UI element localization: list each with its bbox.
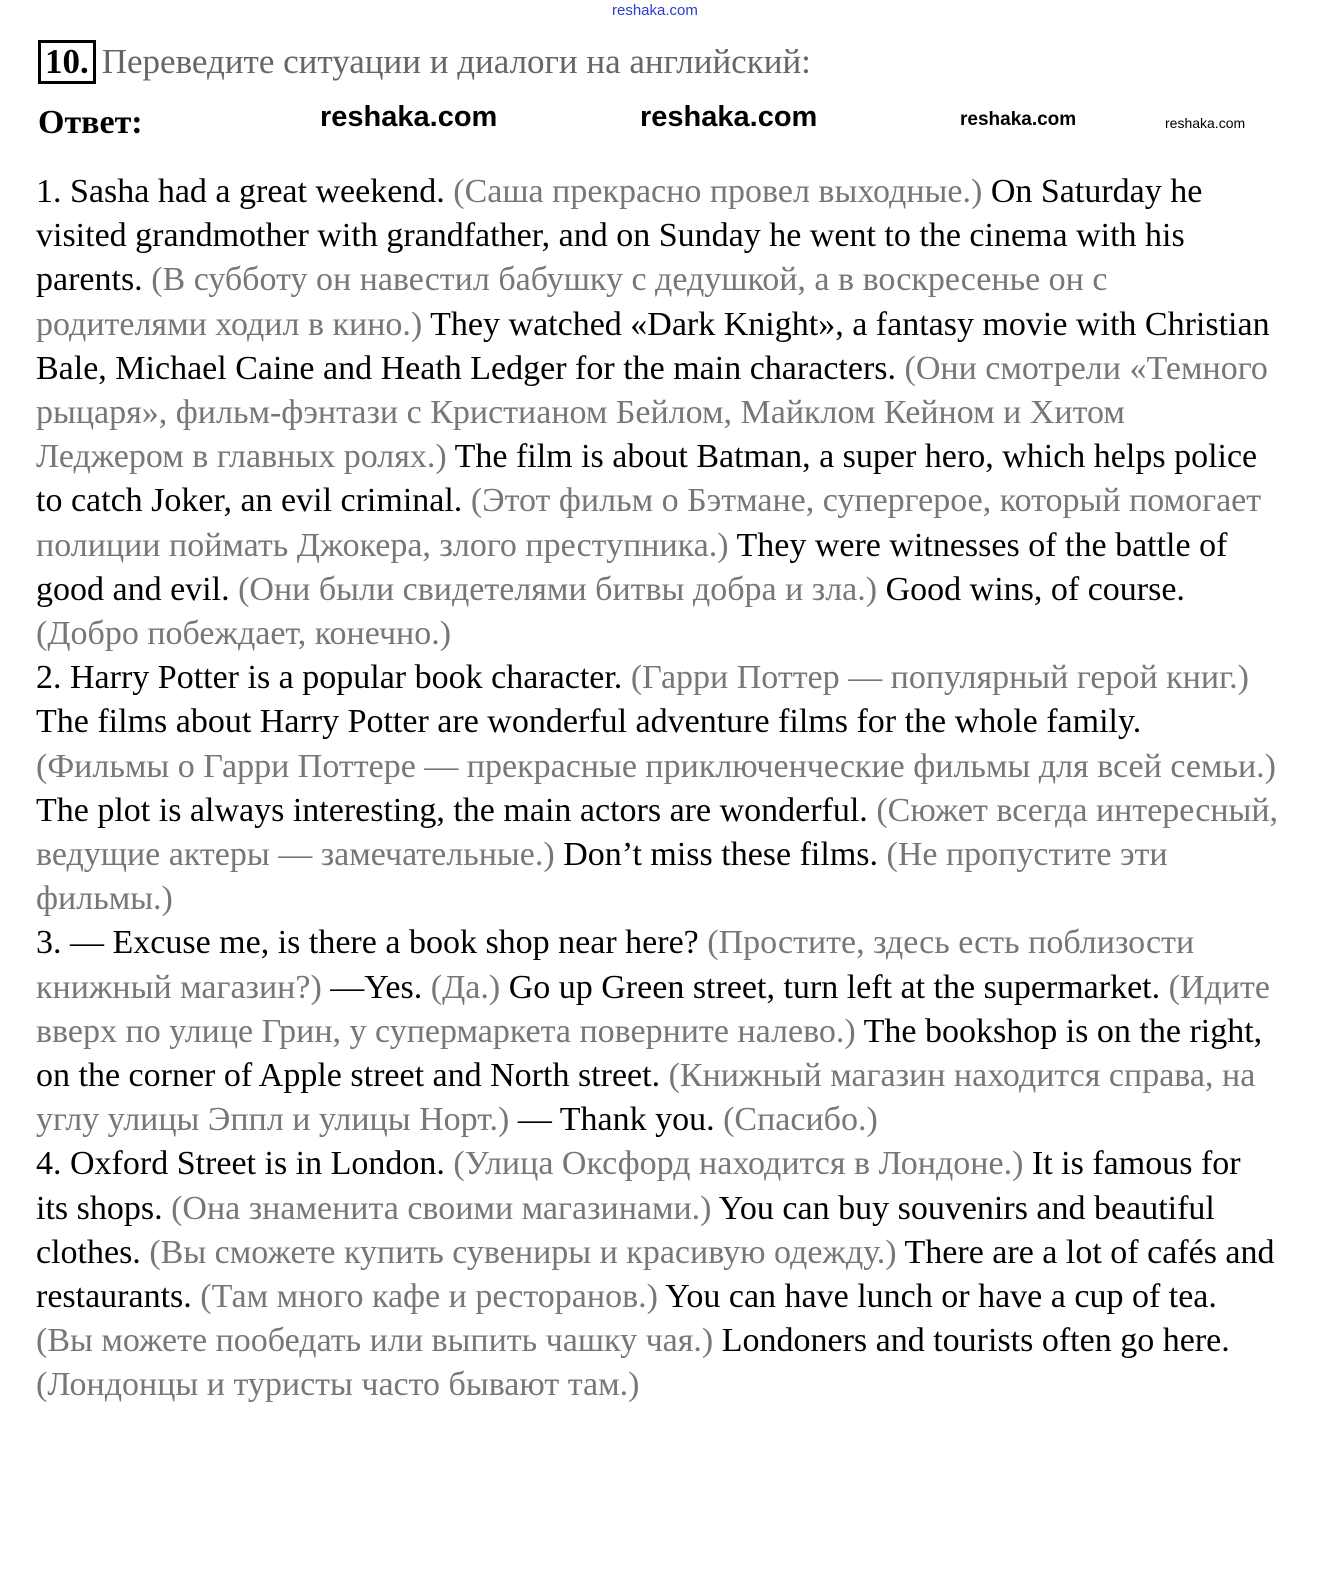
answer-item xyxy=(36,921,1281,1142)
russian-translation: (Улица Оксфорд находится в Лондоне.) xyxy=(453,1145,1024,1183)
russian-translation: (Спасибо.) xyxy=(723,1101,878,1139)
english-sentence: The films about Harry Potter are wonderful adventure films for the whole family. xyxy=(36,703,1142,741)
english-sentence: 1. Sasha had a great weekend. xyxy=(36,173,445,210)
english-sentence: There are a lot of cafés and restaurants. xyxy=(36,1233,1275,1316)
russian-translation: (Они смотрели «Темного рыцаря», фильм-фэнтази с Кристианом Бейлом, Майклом Кейном и Хитом Леджером в главных ролях.) xyxy=(36,349,1268,476)
english-sentence: 3. — Excuse me, is there a book shop near here? xyxy=(36,924,699,962)
english-sentence: Go up Green street, turn left at the supermarket. xyxy=(508,968,1161,1006)
english-sentence: The plot is always interesting, the main actors are wonderful. xyxy=(36,791,868,829)
english-sentence: You can buy souvenirs and beautiful clothes. xyxy=(36,1189,1215,1271)
task-header xyxy=(38,40,811,84)
russian-translation: (Она знаменита своими магазинами.) xyxy=(171,1189,712,1227)
top-watermark: reshaka.com xyxy=(612,2,698,19)
russian-translation: (Саша прекрасно провел выходные.) xyxy=(453,173,983,210)
watermark: reshaka.com xyxy=(320,101,498,133)
task-number: 10. xyxy=(38,40,96,84)
english-sentence: —Yes. xyxy=(330,968,423,1006)
russian-translation: (Вы сможете купить сувениры и красивую одежду.) xyxy=(149,1233,897,1271)
english-sentence: They watched «Dark Knight», a fantasy movie with Christian Bale, Michael Caine and Heath Ledger for the main characters. xyxy=(36,305,1270,387)
russian-translation: (В субботу он навестил бабушку с дедушкой, а в воскресенье он с родителями ходил в кино.) xyxy=(36,261,1108,343)
task-instruction: Переведите ситуации и диалоги на английский: xyxy=(101,42,811,81)
russian-translation: (Вы можете пообедать или выпить чашку чая.) xyxy=(36,1322,714,1360)
english-sentence: You can have lunch or have a cup of tea. xyxy=(665,1278,1217,1316)
russian-translation: (Там много кафе и ресторанов.) xyxy=(200,1278,658,1316)
answer-item xyxy=(36,656,1281,921)
russian-translation: (Книжный магазин находится справа, на углу улицы Эппл и улицы Норт.) xyxy=(36,1057,1256,1139)
english-sentence: The film is about Batman, a super hero, which helps police to catch Joker, an evil criminal. xyxy=(36,438,1258,520)
english-sentence: The bookshop is on the right, on the corner of Apple street and North street. xyxy=(36,1012,1263,1095)
russian-translation: (Не пропустите эти фильмы.) xyxy=(36,836,1168,918)
answer-item xyxy=(36,170,1281,656)
russian-translation: (Фильмы о Гарри Поттере — прекрасные приключенческие фильмы для всей семьи.) xyxy=(36,747,1276,785)
russian-translation: (Добро побеждает, конечно.) xyxy=(36,615,452,653)
watermark: reshaka.com xyxy=(640,101,818,133)
watermark: reshaka.com xyxy=(1165,115,1246,131)
russian-translation: (Простите, здесь есть поблизости книжный магазин?) xyxy=(36,924,1195,1006)
english-sentence: On Saturday he visited grandmother with grandfather, and on Sunday he went to the cinema with his parents. xyxy=(36,173,1203,299)
russian-translation: (Идите вверх по улице Грин, у супермаркета поверните налево.) xyxy=(36,968,1270,1050)
russian-translation: (Лондонцы и туристы часто бывают там.) xyxy=(36,1366,640,1404)
russian-translation: (Они были свидетелями битвы добра и зла.) xyxy=(238,570,878,608)
english-sentence: Londoners and tourists often go here. xyxy=(721,1322,1230,1360)
answer-text xyxy=(36,170,1281,1408)
english-sentence: 2. Harry Potter is a popular book character. xyxy=(36,659,623,697)
english-sentence: It is famous for its shops. xyxy=(36,1145,1241,1227)
russian-translation: (Этот фильм о Бэтмане, супергерое, который помогает полиции поймать Джокера, злого преступника.) xyxy=(36,482,1262,564)
answer-item xyxy=(36,1142,1281,1407)
english-sentence: 4. Oxford Street is in London. xyxy=(36,1145,445,1183)
russian-translation: (Да.) xyxy=(430,968,501,1006)
answer-label: Ответ: xyxy=(38,104,143,141)
english-sentence: They were witnesses of the battle of good and evil. xyxy=(36,526,1228,608)
russian-translation: (Гарри Поттер — популярный герой книг.) xyxy=(630,659,1250,697)
russian-translation: (Сюжет всегда интересный, ведущие актеры — замечательные.) xyxy=(36,791,1279,874)
watermark: reshaka.com xyxy=(960,109,1077,130)
english-sentence: Good wins, of course. xyxy=(885,570,1185,608)
english-sentence: Don’t miss these films. xyxy=(563,836,879,874)
english-sentence: — Thank you. xyxy=(517,1101,715,1139)
